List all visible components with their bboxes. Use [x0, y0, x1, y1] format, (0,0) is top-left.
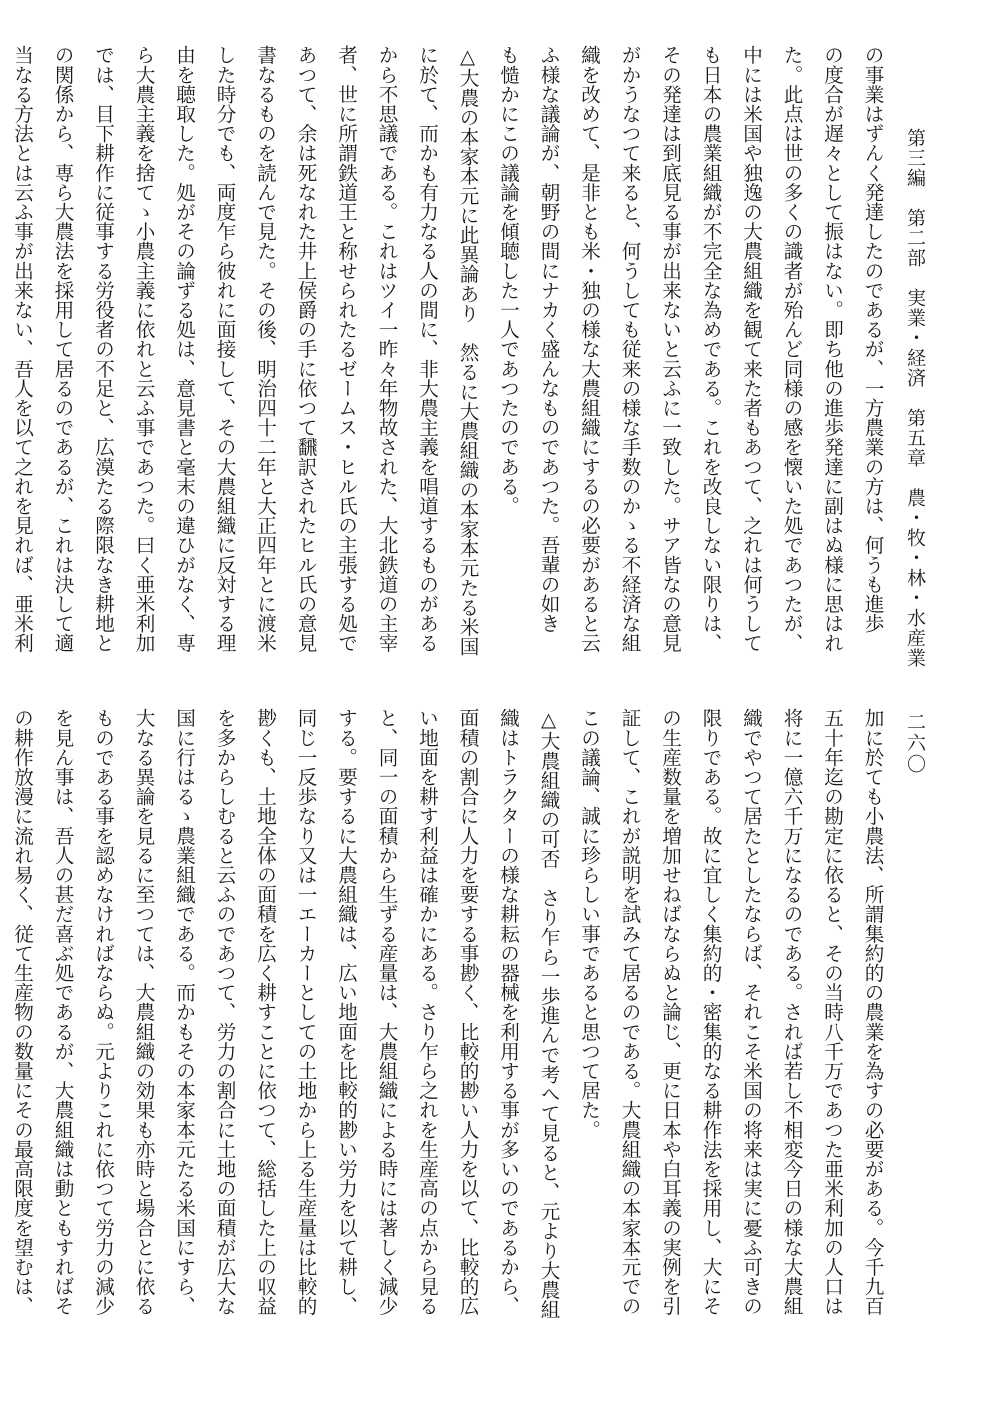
text-line: の生産数量を増加せねばならぬと論じ、更に日本や白耳義の実例を引 — [658, 708, 682, 1316]
text-line: した時分でも、両度乍ら彼れに面接して、その大農組織に反対する理 — [213, 45, 236, 653]
text-line: ら大農主義を捨てゝ小農主義に依れと云ふ事であつた。曰く亜米利加 — [132, 45, 155, 653]
text-line: 面積の割合に人力を要する事尠く、比較的尠い人力を以て、比較的広 — [456, 708, 479, 1316]
text-line: 国に行はるゝ農業組織である。而かもその本家本元たる米国にすら、 — [172, 708, 196, 1316]
text-column-top — [10, 45, 892, 656]
page-number: 二六〇 — [904, 712, 926, 775]
text-column-bottom — [10, 708, 892, 1328]
text-line: 将に一億六千万になるのである。されば若し不相変今日の様な大農組 — [780, 708, 803, 1316]
text-line: △大農の本家本元に此異論あり 然るに大農組織の本家本元たる米国 — [456, 45, 479, 656]
text-line: 織を改めて、是非とも米・独の様な大農組織にするの必要があると云 — [577, 45, 601, 653]
header-chapter-title: 農・牧・林・水産業 — [904, 488, 926, 668]
text-line: を見ん事は、吾人の甚だ喜ぶ処であるが、大農組織は動ともすればそ — [51, 708, 74, 1316]
text-line: と、同一の面積から生ずる産量は、大農組織による時には著しく減少 — [375, 708, 398, 1316]
text-line: 五十年迄の勘定に依ると、その当時八千万であつた亜米利加の人口は — [820, 708, 844, 1316]
text-line: 者、世に所謂鉄道王と称せられたるゼームス・ヒル氏の主張する処で — [334, 45, 358, 653]
text-line: 当なる方法とは云ふ事が出来ない、吾人を以て之れを見れば、亜米利 — [10, 45, 34, 653]
text-line: た。此点は世の多くの識者が殆んど同様の感を懐いた処であつたが、 — [780, 45, 803, 653]
text-line: あつて、余は死なれた井上侯爵の手に依つて飜訳されたヒル氏の意見 — [294, 45, 317, 653]
text-line: △大農組織の可否 さり乍ら一歩進んで考へて見ると、元より大農組 — [537, 708, 560, 1319]
text-line: 中には米国や独逸の大農組織を観て来た者もあつて、之れは何うして — [739, 45, 763, 653]
running-header — [895, 128, 935, 668]
text-line: その発達は到底見る事が出来ないと云ふに一致した。サア皆なの意見 — [658, 45, 682, 653]
text-line: がかうなつて来ると、何うしても従来の様な手数のかゝる不経済な組 — [618, 45, 641, 653]
text-line: この議論、誠に珍らしい事であると思つて居た。 — [577, 708, 601, 1140]
text-line: の関係から、専ら大農法を採用して居るのであるが、これは決して適 — [51, 45, 74, 653]
text-line: 大なる異論を見るに至つては、大農組織の効果も亦時と場合とに依る — [132, 708, 155, 1316]
text-line: い地面を耕す利益は確かにある。さり乍ら之れを生産高の点から見る — [415, 708, 439, 1316]
text-line: 織でやつて居たとしたならば、それこそ米国の将来は実に憂ふ可きの — [739, 708, 763, 1316]
text-line: ものである事を認めなければならぬ。元よりこれに依つて労力の減少 — [91, 708, 115, 1316]
text-line: 由を聴取した。処がその論ずる処は、意見書と毫末の違ひがなく、専 — [172, 45, 196, 653]
text-line: 尠くも、土地全体の面積を広く耕すことに依つて、総括した上の収益 — [253, 708, 277, 1316]
header-part: 第三編 — [904, 128, 926, 188]
text-line: 限りである。故に宜しく集約的・密集的なる耕作法を採用し、大にそ — [699, 708, 722, 1316]
text-line: 同じ一反歩なり又は一エーカーとしての土地から上る生産量は比較的 — [294, 708, 317, 1316]
header-category: 実業・経済 — [904, 288, 926, 388]
text-line: 書なるものを読んで見た。その後、明治四十二年と大正四年とに渡米 — [253, 45, 277, 653]
text-line: ふ様な議論が、朝野の間にナカく盛んなものであつた。吾輩の如き — [537, 45, 560, 633]
text-line: の事業はずんく発達したのであるが、一方農業の方は、何うも進歩 — [861, 45, 884, 633]
text-line: 織はトラクターの様な耕耘の器械を利用する事が多いのであるから、 — [496, 708, 520, 1316]
text-line: の度合が遅々として振はない。即ち他の進歩発達に副はぬ様に思はれ — [820, 45, 844, 653]
text-line: 加に於ても小農法、所謂集約的の農業を為すの必要がある。今千九百 — [861, 708, 884, 1316]
text-line: 証して、これが説明を試みて居るのである。大農組織の本家本元での — [618, 708, 641, 1316]
text-line: も日本の農業組織が不完全な為めである。これを改良しない限りは、 — [699, 45, 722, 653]
text-line: も慥かにこの議論を傾聴した一人であつたのである。 — [496, 45, 520, 516]
header-section: 第二部 — [904, 208, 926, 268]
text-line: を多からしむると云ふのであつて、労力の割合に土地の面積が広大な — [213, 708, 236, 1316]
text-line: する。要するに大農組織は、広い地面を比較的尠い労力を以て耕し、 — [334, 708, 358, 1316]
header-chapter: 第五章 — [904, 408, 926, 468]
text-line: から不思議である。これはツイ一昨々年物故された、大北鉄道の主宰 — [375, 45, 398, 653]
text-line: の耕作放漫に流れ易く、従て生産物の数量にその最高限度を望むは、 — [10, 708, 34, 1316]
text-line: では、目下耕作に従事する労役者の不足と、広漠たる際限なき耕地と — [91, 45, 115, 653]
text-line: に於て、而かも有力なる人の間に、非大農主義を唱道するものがある — [415, 45, 439, 653]
